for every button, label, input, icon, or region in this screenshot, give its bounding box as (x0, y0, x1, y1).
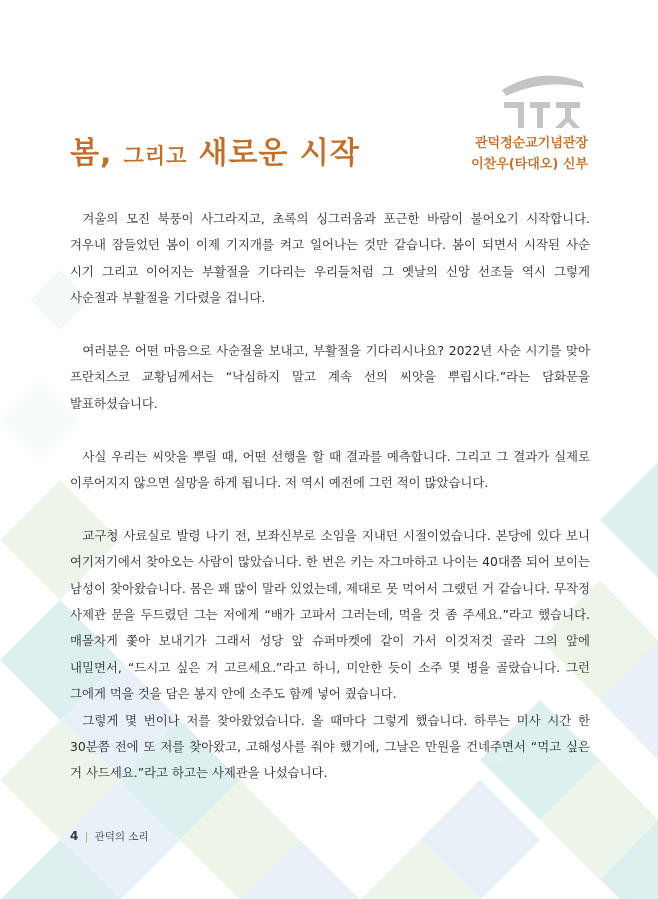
paragraph-5: 그렇게 몇 번이나 저를 찾아왔었습니다. 올 때마다 그렇게 했습니다. 하루는 미사 시간 한 30분쯤 전에 또 저를 찾아왔고, 고해성사를 줘야 했기에, 그날은 만원을 건네주면서 “먹고 싶은 거 사드세요.”라고 하고는 사제관을 나섰습니다. (70, 712, 590, 781)
footer-separator: | (84, 831, 89, 843)
author-position: 관덕정순교기념관장 (474, 136, 588, 151)
publication-name: 관덕의 소리 (94, 831, 149, 843)
title-part-1: 봄, (70, 136, 113, 171)
article-title (70, 136, 360, 169)
page-number: 4 (70, 829, 79, 843)
paragraph-4: 교구청 사료실로 발령 나기 전, 보좌신부로 소임을 지내던 시절이었습니다. 본당에 있다 보니 여기저기에서 찾아오는 사람이 많았습니다. 한 번은 키는 자그마하고 나이는 40대쯤 되어 보이는 남성이 찾아왔습니다. 몸은 꽤 많이 말라 있었는데, 제대로 못 먹어서 그랬던 거 같습니다. 무작정 사제관 문을 두드렸던 그는 저에게 “배가 고파서 그러는데, 먹을 것 좀 주세요.”라고 했습니다. 매몰차게 쫓아 보내기가 그래서 성당 앞 슈퍼마켓에 같이 가서 이것저것 골라 그의 앞에 내밀면서, “드시고 싶은 거 고르세요.”라고 하니, 미안한 듯이 소주 몇 병을 골랐습니다. 그런 그에게 먹을 것을 담은 봉지 안에 소주도 함께 넣어 줬습니다. (70, 527, 590, 702)
paragraph-2: 여러분은 어떤 마음으로 사순절을 보내고, 부활절을 기다리시나요? 2022년 사순 시기를 맞아 프란치스코 교황님께서는 “낙심하지 말고 계속 선의 씨앗을 뿌립시다.”라는 담화문을 발표하셨습니다. (70, 343, 590, 411)
article-body (70, 206, 590, 787)
title-part-2: 그리고 (123, 144, 188, 168)
paragraph-1: 겨울의 모진 북풍이 사그라지고, 초록의 싱그러움과 포근한 바람이 불어오기 시작합니다. 겨우내 잠들었던 봄이 이제 기지개를 켜고 일어나는 것만 같습니다. 봄이 되면서 시작된 사순 시기 그리고 이어지는 부활절을 기다리는 우리들처럼 그 옛날의 신앙 선조들 역시 그렇게 사순절과 부활절을 기다렸을 겁니다. (70, 211, 590, 306)
gwandeokjeong-logo-icon (496, 70, 586, 132)
page-footer (70, 829, 149, 844)
author-name: 이찬우(타대오) 신부 (471, 157, 588, 172)
author-block (471, 133, 588, 175)
title-part-3: 새로운 시작 (198, 136, 360, 171)
paragraph-3: 사실 우리는 씨앗을 뿌릴 때, 어떤 선행을 할 때 결과를 예측합니다. 그리고 그 결과가 실제로 이루어지지 않으면 실망을 하게 됩니다. 저 역시 예전에 그런 적이 많았습니다. (70, 448, 590, 491)
